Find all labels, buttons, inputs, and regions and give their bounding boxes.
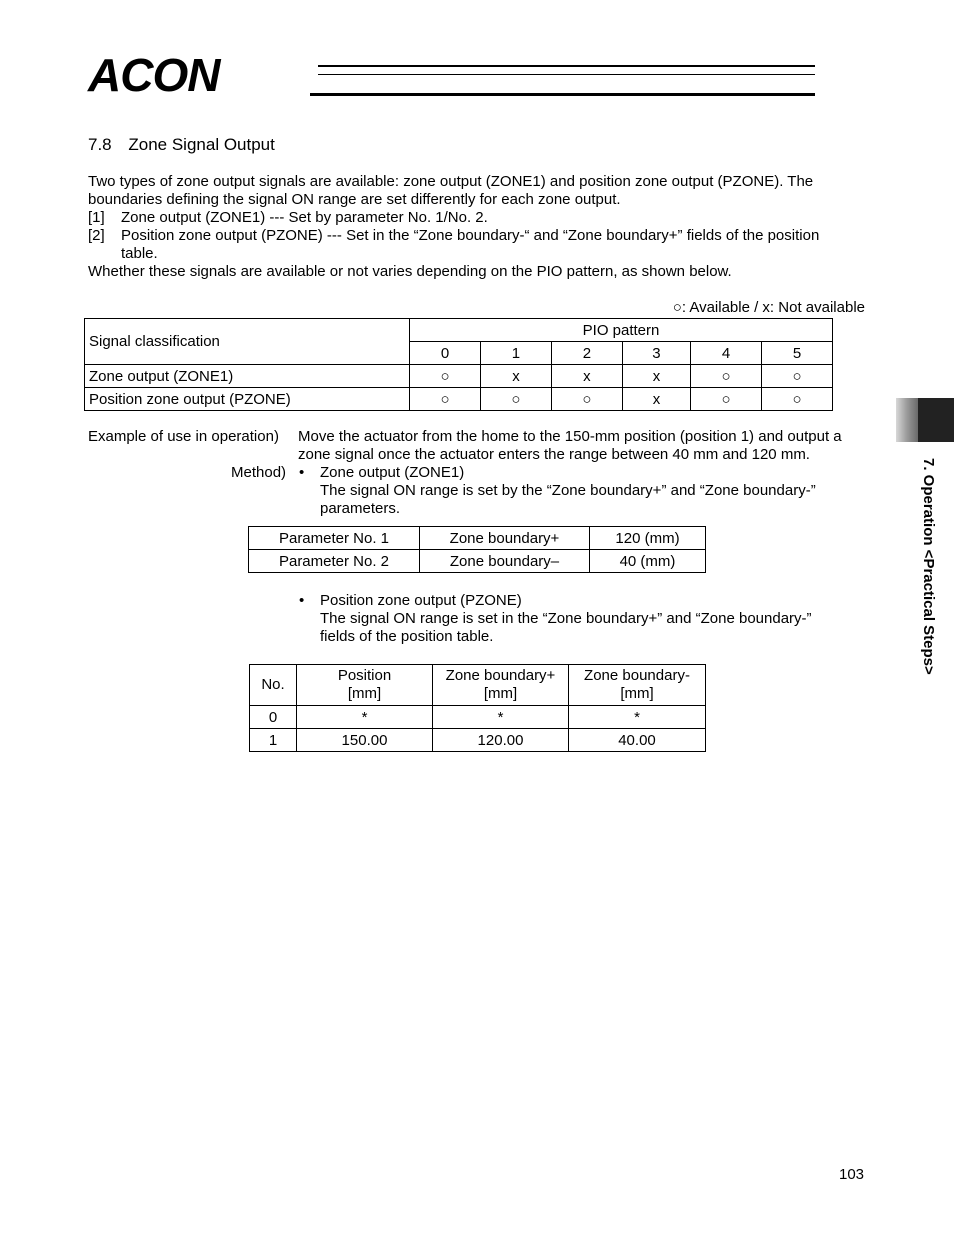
section-heading bbox=[88, 135, 275, 155]
intro-closing: Whether these signals are available or not varies depending on the PIO pattern, as shown below. bbox=[88, 263, 732, 280]
table-row bbox=[250, 706, 706, 729]
pzone-title: Position zone output (PZONE) bbox=[320, 592, 522, 609]
pattern-5-header: 5 bbox=[762, 342, 833, 365]
pzone-desc-line-2: fields of the position table. bbox=[320, 628, 494, 645]
availability-cell: ○ bbox=[691, 388, 762, 411]
availability-cell: ○ bbox=[551, 388, 622, 411]
param-name: Parameter No. 2 bbox=[249, 550, 420, 573]
item-number: [1] bbox=[88, 209, 105, 226]
availability-cell: x bbox=[551, 365, 622, 388]
header-line: Position bbox=[337, 667, 392, 684]
pattern-1-header: 1 bbox=[480, 342, 551, 365]
header-unit: [mm] bbox=[483, 685, 518, 702]
item-text-line-1: Position zone output (PZONE) --- Set in the “Zone boundary-“ and “Zone boundary+” fields of the position bbox=[121, 227, 820, 244]
pzone-desc-line-1: The signal ON range is set in the “Zone boundary+” and “Zone boundary-” bbox=[320, 610, 812, 627]
table-row bbox=[249, 527, 706, 550]
availability-cell: x bbox=[480, 365, 551, 388]
cell: 0 bbox=[250, 706, 297, 729]
zone1-title: Zone output (ZONE1) bbox=[320, 464, 465, 481]
header-zone-plus bbox=[433, 665, 569, 706]
signal-classification-header: Signal classification bbox=[85, 319, 410, 365]
page-number: 103 bbox=[839, 1166, 865, 1183]
availability-cell: x bbox=[622, 388, 690, 411]
param-name: Parameter No. 1 bbox=[249, 527, 420, 550]
header-line: No. bbox=[261, 676, 285, 693]
example-line-1: Move the actuator from the home to the 150-mm position (position 1) and output a bbox=[298, 428, 842, 445]
intro-item-2 bbox=[88, 227, 878, 263]
pattern-2-header: 2 bbox=[551, 342, 622, 365]
bullet-zone1: • bbox=[299, 464, 305, 481]
cell: * bbox=[433, 706, 569, 729]
brand-logo bbox=[88, 48, 219, 102]
example-label: Example of use in operation) bbox=[88, 428, 279, 445]
cell: 40.00 bbox=[569, 729, 706, 752]
param-value: 40 (mm) bbox=[590, 550, 706, 573]
param-field: Zone boundary– bbox=[420, 550, 590, 573]
pattern-0-header: 0 bbox=[410, 342, 481, 365]
cell: 120.00 bbox=[433, 729, 569, 752]
pattern-4-header: 4 bbox=[691, 342, 762, 365]
intro-line-2: boundaries defining the signal ON range are set differently for each zone output. bbox=[88, 191, 621, 208]
item-text-line-2: table. bbox=[121, 245, 158, 262]
header-line: Zone boundary- bbox=[584, 667, 690, 684]
pio-pattern-header: PIO pattern bbox=[410, 319, 833, 342]
header-rule-bottom bbox=[310, 93, 815, 96]
logo-text: ACON bbox=[88, 49, 220, 101]
availability-cell: x bbox=[622, 365, 690, 388]
header-no bbox=[250, 665, 297, 706]
pio-pattern-table bbox=[84, 318, 833, 411]
position-table bbox=[249, 664, 706, 752]
table-row bbox=[250, 729, 706, 752]
table-row bbox=[249, 550, 706, 573]
cell: * bbox=[297, 706, 433, 729]
table-row bbox=[85, 388, 833, 411]
availability-cell: ○ bbox=[410, 388, 481, 411]
row-label: Position zone output (PZONE) bbox=[85, 388, 410, 411]
cell: 150.00 bbox=[297, 729, 433, 752]
param-value: 120 (mm) bbox=[590, 527, 706, 550]
item-text: Zone output (ZONE1) --- Set by parameter No. 1/No. 2. bbox=[121, 209, 488, 226]
availability-cell: ○ bbox=[762, 388, 833, 411]
intro-item-1 bbox=[88, 209, 878, 227]
item-number: [2] bbox=[88, 227, 105, 244]
example-text bbox=[298, 428, 842, 464]
chapter-side-label: 7. Operation <Practical Steps> bbox=[920, 458, 937, 675]
availability-cell: ○ bbox=[410, 365, 481, 388]
header-line: Zone boundary+ bbox=[445, 667, 556, 684]
intro-paragraph bbox=[88, 173, 878, 281]
table-row bbox=[85, 365, 833, 388]
header-zone-minus bbox=[569, 665, 706, 706]
param-field: Zone boundary+ bbox=[420, 527, 590, 550]
section-title: Zone Signal Output bbox=[128, 135, 275, 154]
method-label: Method) bbox=[231, 464, 287, 481]
cell: * bbox=[569, 706, 706, 729]
availability-cell: ○ bbox=[762, 365, 833, 388]
table-header-row bbox=[250, 665, 706, 706]
header-position bbox=[297, 665, 433, 706]
chapter-tab-gradient bbox=[896, 398, 918, 442]
example-line-2: zone signal once the actuator enters the range between 40 mm and 120 mm. bbox=[298, 446, 810, 463]
availability-cell: ○ bbox=[691, 365, 762, 388]
availability-cell: ○ bbox=[480, 388, 551, 411]
intro-line-1: Two types of zone output signals are available: zone output (ZONE1) and position zone output (PZONE). The bbox=[88, 173, 814, 190]
pzone-description bbox=[320, 592, 812, 646]
pattern-3-header: 3 bbox=[622, 342, 690, 365]
row-label: Zone output (ZONE1) bbox=[85, 365, 410, 388]
bullet-pzone: • bbox=[299, 592, 305, 609]
header-rule-top bbox=[318, 65, 815, 67]
parameter-table bbox=[248, 526, 706, 573]
section-number: 7.8 bbox=[88, 135, 112, 154]
availability-legend: ○: Available / x: Not available bbox=[672, 299, 865, 316]
header-rule-mid bbox=[318, 74, 815, 75]
header-unit: [mm] bbox=[620, 685, 654, 702]
chapter-tab-dark bbox=[918, 398, 954, 442]
cell: 1 bbox=[250, 729, 297, 752]
zone1-desc-line-1: The signal ON range is set by the “Zone boundary+” and “Zone boundary-” bbox=[320, 482, 816, 499]
table-header-row bbox=[85, 319, 833, 342]
header-unit: [mm] bbox=[347, 685, 382, 702]
zone1-desc-line-2: parameters. bbox=[320, 500, 401, 517]
zone1-description bbox=[320, 464, 816, 518]
